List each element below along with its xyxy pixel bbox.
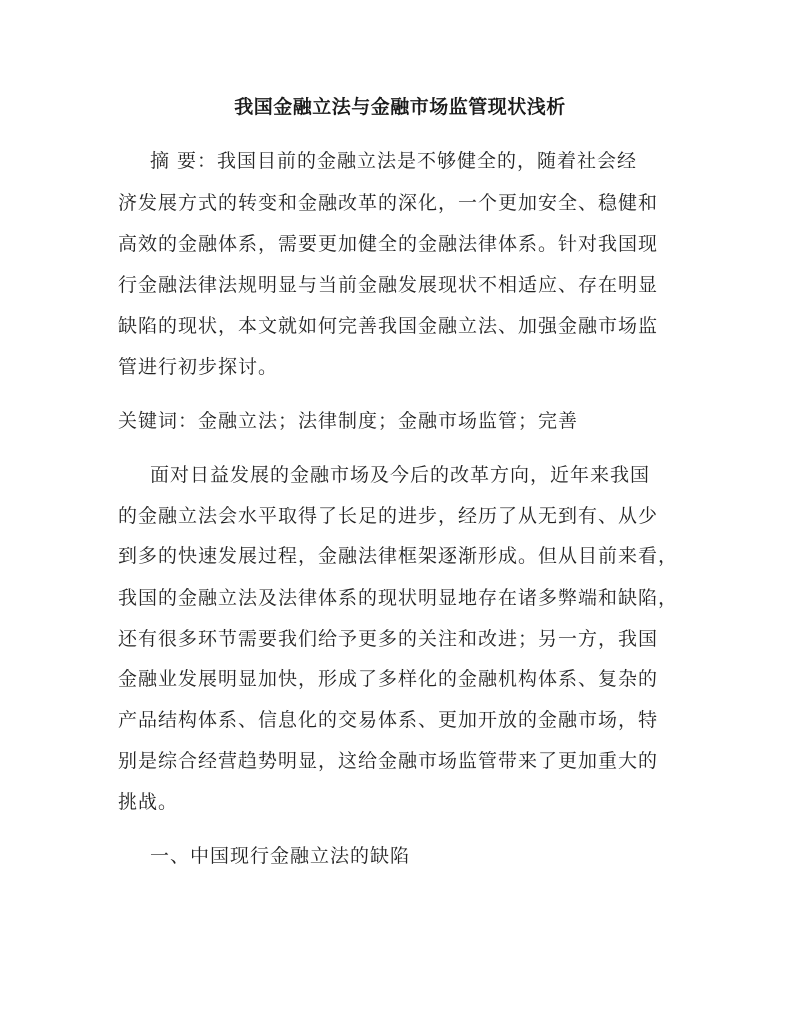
intro-line-8: 别是综合经营趋势明显，这给金融市场监管带来了更加重大的 <box>118 750 659 772</box>
document-title: 我国金融立法与金融市场监管现状浅析 <box>234 96 566 118</box>
intro-line-2: 的金融立法会水平取得了长足的进步，经历了从无到有、从少 <box>118 505 659 527</box>
abstract-line-1: 摘 要：我国目前的金融立法是不够健全的，随着社会经 <box>150 150 638 172</box>
intro-line-3: 到多的快速发展过程，金融法律框架逐渐形成。但从目前来看， <box>118 545 679 567</box>
intro-line-5: 还有很多环节需要我们给予更多的关注和改进；另一方，我国 <box>118 628 659 650</box>
abstract-line-5: 缺陷的现状，本文就如何完善我国金融立法、加强金融市场监 <box>118 315 659 337</box>
abstract-line-4: 行金融法律法规明显与当前金融发展现状不相适应、存在明显 <box>118 274 659 296</box>
abstract-line-3: 高效的金融体系，需要更加健全的金融法律体系。针对我国现 <box>118 233 659 255</box>
section-heading: 一、中国现行金融立法的缺陷 <box>150 845 411 867</box>
intro-line-7: 产品结构体系、信息化的交易体系、更加开放的金融市场，特 <box>118 709 659 731</box>
abstract-line-6: 管进行初步探讨。 <box>118 356 279 378</box>
keywords-line: 关键词：金融立法；法律制度；金融市场监管；完善 <box>118 410 579 432</box>
intro-line-4: 我国的金融立法及法律体系的现状明显地存在诸多弊端和缺陷， <box>118 587 679 609</box>
intro-line-9: 挑战。 <box>118 791 179 813</box>
intro-line-6: 金融业发展明显加快，形成了多样化的金融机构体系、复杂的 <box>118 668 659 690</box>
abstract-line-2: 济发展方式的转变和金融改革的深化，一个更加安全、稳健和 <box>118 192 659 214</box>
intro-line-1: 面对日益发展的金融市场及今后的改革方向，近年来我国 <box>150 464 651 486</box>
